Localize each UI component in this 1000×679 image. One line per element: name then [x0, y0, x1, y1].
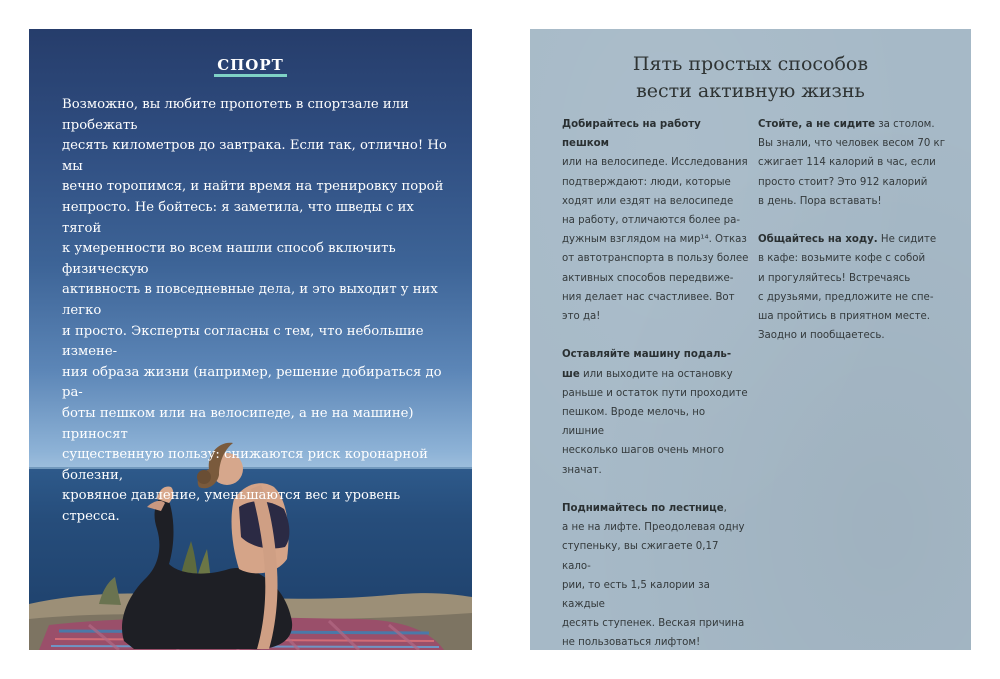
- tip-line: пешком. Вроде мелочь, но лишние: [562, 407, 706, 438]
- tip-socialize-walking: [758, 230, 946, 345]
- tip-line: активных способов передвиже-: [562, 272, 734, 284]
- tip-line: ния делает нас счастливее. Вот: [562, 291, 735, 303]
- intro-line: непросто. Не бойтесь: я заметила, что шведы с их тягой: [62, 199, 414, 236]
- intro-paragraph: [62, 95, 447, 527]
- tip-line: в кафе: возьмите кофе с собой: [758, 253, 926, 265]
- tip-line: Вы знали, что человек весом 70 кг: [758, 138, 946, 150]
- tip-line: или выходите на остановку: [579, 368, 733, 380]
- intro-line: и просто. Эксперты согласны с тем, что небольшие измене-: [62, 323, 424, 360]
- tip-line: Не сидите: [877, 234, 937, 246]
- tip-line: это да!: [562, 311, 601, 323]
- tips-column-right: [758, 115, 946, 365]
- tip-punctuation: ,: [723, 503, 727, 515]
- tip-heading: Добирайтесь на работу пешком: [562, 119, 701, 150]
- tips-column-left: [562, 115, 750, 650]
- tip-heading: Оставляйте машину подаль-: [562, 349, 732, 361]
- tip-heading: Поднимайтесь по лестнице: [562, 503, 724, 515]
- intro-line: существенную пользу: снижаются риск коронарной болезни,: [62, 447, 428, 483]
- intro-line: вечно торопимся, и найти время на тренировку порой: [62, 179, 444, 195]
- tip-line: за столом.: [875, 119, 935, 130]
- tip-line: рии, то есть 1,5 калории за каждые: [562, 579, 710, 611]
- tip-line: десять ступенек. Веская причина: [562, 618, 745, 630]
- tip-park-farther: [562, 345, 750, 479]
- tip-heading: Общайтесь на ходу.: [758, 234, 878, 246]
- tip-walk-to-work: [562, 115, 750, 326]
- intro-line: кровяное давление, уменьшаются вес и уровень стресса.: [62, 488, 401, 524]
- tip-line: раньше и остаток пути проходите: [562, 387, 748, 399]
- tip-line: с друзьями, предложите не спе-: [758, 291, 934, 303]
- tip-line: ступеньку, вы сжигаете 0,17 кало-: [562, 541, 719, 572]
- tip-line: от автотранспорта в пользу более: [562, 253, 749, 265]
- tip-line: просто стоит? Это 912 калорий: [758, 176, 928, 188]
- tip-take-stairs: [562, 499, 750, 650]
- tips-heading: [530, 51, 971, 105]
- intro-line: ния образа жизни (например, решение добираться до ра-: [62, 364, 442, 401]
- tip-line: ходят или ездят на велосипеде: [562, 195, 734, 207]
- right-page-tips: [530, 29, 971, 650]
- intro-line: боты пешком или на велосипеде, а не на машине) приносят: [62, 405, 414, 442]
- tip-line: на работу, отличаются более ра-: [562, 215, 741, 227]
- tip-line: несколько шагов очень много: [562, 445, 725, 457]
- section-title: СПОРТ: [29, 56, 472, 74]
- tip-heading: Стойте, а не сидите: [758, 119, 876, 130]
- tips-heading-line-2: вести активную жизнь: [636, 80, 865, 102]
- intro-line: Возможно, вы любите пропотеть в спортзале или пробежать: [62, 97, 409, 133]
- intro-line: активность в повседневные дела, и это выходит у них легко: [62, 282, 438, 318]
- left-page-photo: [29, 29, 472, 650]
- intro-line: к умеренности во всем нашли способ включить физическую: [62, 241, 396, 277]
- tip-line: ша пройтись в приятном месте.: [758, 311, 931, 323]
- tip-line: в день. Пора вставать!: [758, 195, 882, 207]
- tip-line: дужным взглядом на мир¹⁴. Отказ: [562, 234, 747, 246]
- tip-line: и прогуляйтесь! Встречаясь: [758, 272, 911, 284]
- tip-line: подтверждают: люди, которые: [562, 176, 731, 188]
- tip-line: а не на лифте. Преодолевая одну: [562, 522, 745, 534]
- tip-line: не пользоваться лифтом!: [562, 637, 701, 649]
- tip-heading-continued: ше: [562, 368, 580, 380]
- intro-line: десять километров до завтрака. Если так, отлично! Но мы: [62, 138, 447, 174]
- tip-line: значат.: [562, 464, 602, 476]
- tip-line: сжигает 114 калорий в час, если: [758, 157, 936, 169]
- tip-line: или на велосипеде. Исследования: [562, 157, 748, 169]
- tip-line: Заодно и пообщаетесь.: [758, 330, 885, 342]
- tips-heading-line-1: Пять простых способов: [632, 53, 869, 75]
- tip-stand-dont-sit: [758, 115, 946, 211]
